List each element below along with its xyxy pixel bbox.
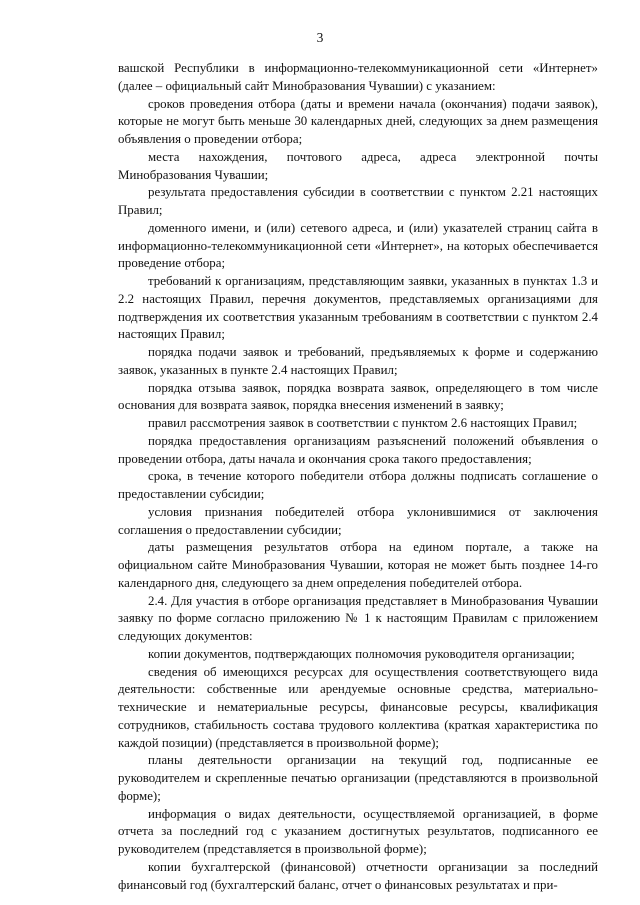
paragraph-11: срока, в течение которого победители отбора должны подписать соглашение о предоставлении субсидии; (118, 469, 598, 501)
paragraph-19: копии бухгалтерской (финансовой) отчетности организации за последний финансовый год (бухгалтерский баланс, отчет о финансовых результатах и при- (118, 859, 598, 892)
paragraph-16: сведения об имеющихся ресурсах для осуществления соответствующего вида деятельности: собственные или арендуемые основные средства, материально-технические и нематериальные ресурсы, финансовые ресурсы, квалификация сотрудников, стабильность состава трудового коллектива (краткая характеристика по каждой позиции) (представляется в произвольной форме); (118, 664, 598, 750)
paragraph-17: планы деятельности организации на текущий год, подписанные ее руководителем и скрепленные печатью организации (представляются в произвольной форме); (118, 753, 598, 803)
paragraph-5: доменного имени, и (или) сетевого адреса, и (или) указателей страниц сайта в информационно-телекоммуникационной сети «Интернет», на которых обеспечивается проведение отбора; (118, 220, 598, 271)
paragraph-4: результата предоставления субсидии в соответствии с пунктом 2.21 настоящих Правил; (118, 185, 598, 217)
paragraph-12: условия признания победителей отбора уклонившимися от заключения соглашения о предоставлении субсидии; (118, 504, 598, 537)
paragraph-2: сроков проведения отбора (даты и времени начала (окончания) подачи заявок), которые не могут быть меньше 30 календарных дней, следующих за днем размещения объявления о проведении отбора; (118, 96, 598, 146)
paragraph-6: требований к организациям, представляющим заявки, указанных в пунктах 1.3 и 2.2 настоящих Правил, перечня документов, представляемых организациями для подтверждения их соответствия указанным требованиям в соответствии с пунктом 2.4 настоящих Правил; (118, 274, 598, 342)
paragraph-13: даты размещения результатов отбора на едином портале, а также на официальном сайте Минобразования Чувашии, которая не может быть позднее 14-го календарного дня, следующего за днем определения победителей отбора. (118, 540, 598, 590)
paragraph-18: информация о видах деятельности, осуществляемой организацией, в форме отчета за последний год с указанием достигнутых результатов, подписанного ее руководителем (представляется в произвольной форме); (118, 806, 598, 856)
paragraph-15: копии документов, подтверждающих полномочия руководителя организации; (148, 646, 575, 661)
document-body (118, 60, 598, 894)
paragraph-10: порядка предоставления организациям разъяснений положений объявления о проведении отбора, даты начала и окончания срока такого предоставления; (118, 433, 598, 466)
paragraph-3: места нахождения, почтового адреса, адреса электронной почты Минобразования Чувашии; (118, 149, 598, 182)
paragraph-7: порядка подачи заявок и требований, предъявляемых к форме и содержанию заявок, указанных в пункте 2.4 настоящих Правил; (118, 345, 598, 377)
paragraph-1: вашской Республики в информационно-телекоммуникационной сети «Интернет» (далее – официальный сайт Минобразования Чувашии) с указанием: (118, 61, 598, 93)
paragraph-14-clause-2-4: 2.4. Для участия в отборе организация представляет в Минобразования Чувашии заявку по форме согласно приложению № 1 к настоящим Правилам с приложением следующих документов: (118, 593, 598, 643)
page-number: 3 (316, 30, 324, 45)
paragraph-8: порядка отзыва заявок, порядка возврата заявок, определяющего в том числе основания для возврата заявок, порядка внесения изменений в заявку; (118, 380, 598, 413)
paragraph-9: правил рассмотрения заявок в соответствии с пунктом 2.6 настоящих Правил; (148, 416, 578, 430)
